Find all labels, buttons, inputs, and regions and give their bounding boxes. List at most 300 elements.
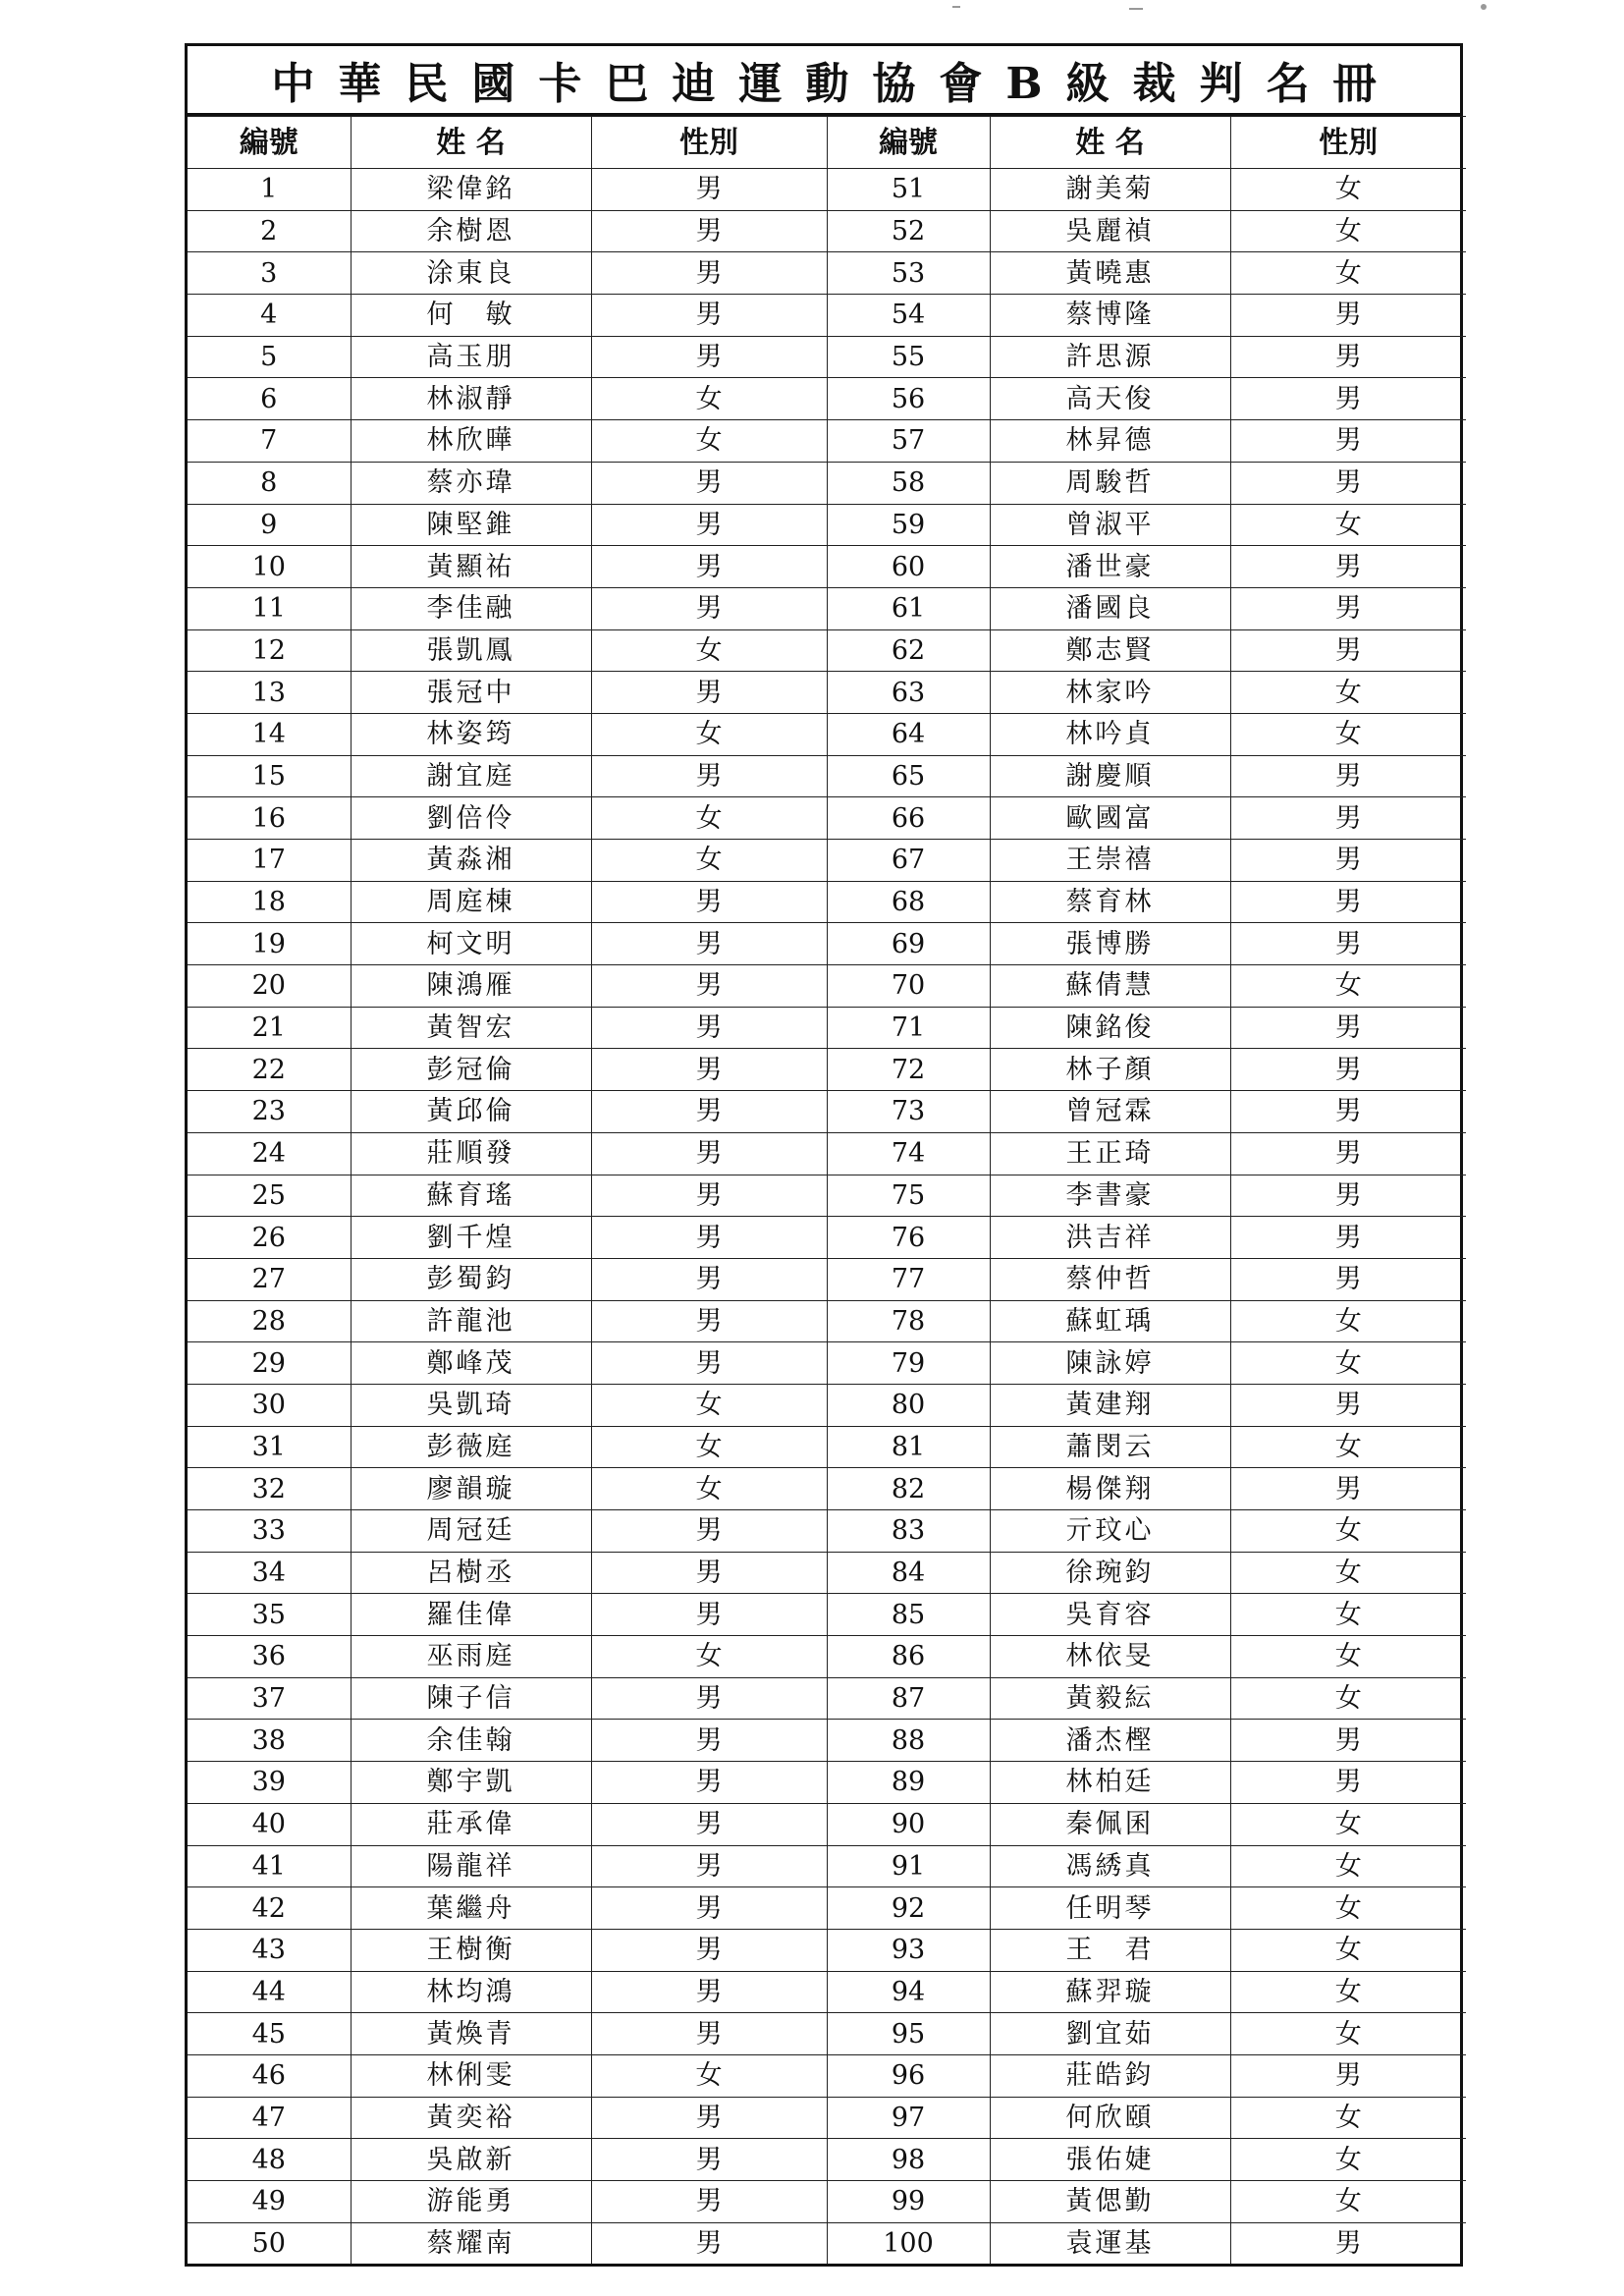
gender-cell: 女 (1230, 1971, 1466, 2013)
name-cell: 許龍池 (351, 1300, 591, 1342)
name-cell: 謝宜庭 (351, 755, 591, 797)
name-cell: 莊順發 (351, 1132, 591, 1175)
table-row (188, 1217, 1466, 1259)
number-cell: 83 (827, 1510, 990, 1553)
gender-cell: 男 (591, 755, 827, 797)
name-cell: 梁偉銘 (351, 169, 591, 211)
gender-cell: 女 (591, 1426, 827, 1468)
number-cell: 74 (827, 1132, 990, 1175)
table-row (188, 1677, 1466, 1720)
name-cell: 王崇禧 (990, 840, 1230, 882)
number-cell: 89 (827, 1762, 990, 1804)
name-cell: 蕭閔云 (990, 1426, 1230, 1468)
name-cell: 蔡育林 (990, 881, 1230, 923)
table-row (188, 378, 1466, 420)
name-cell: 林昇德 (990, 420, 1230, 463)
name-cell: 周駿哲 (990, 462, 1230, 504)
number-cell: 92 (827, 1887, 990, 1930)
gender-cell: 男 (1230, 1217, 1466, 1259)
name-cell: 秦佩囷 (990, 1803, 1230, 1845)
gender-cell: 女 (591, 1384, 827, 1426)
name-cell: 蔡耀南 (351, 2222, 591, 2264)
name-cell: 謝慶順 (990, 755, 1230, 797)
table-row (188, 587, 1466, 629)
name-cell: 鄭宇凱 (351, 1762, 591, 1804)
gender-cell: 女 (1230, 1552, 1466, 1594)
name-cell: 王 君 (990, 1929, 1230, 1971)
number-cell: 81 (827, 1426, 990, 1468)
table-row (188, 755, 1466, 797)
name-cell: 曾冠霖 (990, 1091, 1230, 1133)
number-cell: 23 (188, 1091, 351, 1133)
gender-cell: 女 (1230, 169, 1466, 211)
name-cell: 曾淑平 (990, 504, 1230, 546)
number-cell: 28 (188, 1300, 351, 1342)
name-cell: 余佳翰 (351, 1720, 591, 1762)
header-name: 姓 名 (351, 117, 591, 169)
name-cell: 呂樹丞 (351, 1552, 591, 1594)
name-cell: 林姿筠 (351, 713, 591, 755)
name-cell: 黃煥青 (351, 2013, 591, 2055)
gender-cell: 女 (1230, 713, 1466, 755)
gender-cell: 男 (1230, 1762, 1466, 1804)
number-cell: 5 (188, 336, 351, 378)
gender-cell: 男 (591, 881, 827, 923)
table-row (188, 169, 1466, 211)
gender-cell: 男 (591, 1845, 827, 1887)
gender-cell: 女 (1230, 1929, 1466, 1971)
table-row (188, 1552, 1466, 1594)
number-cell: 41 (188, 1845, 351, 1887)
number-cell: 87 (827, 1677, 990, 1720)
number-cell: 19 (188, 923, 351, 965)
gender-cell: 女 (1230, 252, 1466, 295)
table-row (188, 2139, 1466, 2181)
name-cell: 黃智宏 (351, 1007, 591, 1049)
table-row (188, 1929, 1466, 1971)
gender-cell: 男 (591, 1594, 827, 1636)
table-row (188, 840, 1466, 882)
name-cell: 吳啟新 (351, 2139, 591, 2181)
number-cell: 70 (827, 965, 990, 1008)
number-cell: 64 (827, 713, 990, 755)
gender-cell: 女 (591, 1468, 827, 1510)
gender-cell: 男 (1230, 1468, 1466, 1510)
gender-cell: 男 (1230, 755, 1466, 797)
number-cell: 2 (188, 210, 351, 252)
header-number: 編號 (188, 117, 351, 169)
number-cell: 4 (188, 295, 351, 337)
number-cell: 84 (827, 1552, 990, 1594)
number-cell: 91 (827, 1845, 990, 1887)
gender-cell: 男 (1230, 2222, 1466, 2264)
table-row (188, 420, 1466, 463)
table-row (188, 1426, 1466, 1468)
gender-cell: 男 (1230, 546, 1466, 588)
gender-cell: 男 (591, 2222, 827, 2264)
table-row (188, 1720, 1466, 1762)
name-cell: 謝美菊 (990, 169, 1230, 211)
gender-cell: 女 (1230, 1342, 1466, 1385)
name-cell: 劉千煌 (351, 1217, 591, 1259)
name-cell: 涂東良 (351, 252, 591, 295)
name-cell: 蔡亦瑋 (351, 462, 591, 504)
name-cell: 王樹衡 (351, 1929, 591, 1971)
name-cell: 林俐雯 (351, 2054, 591, 2097)
name-cell: 莊皓鈞 (990, 2054, 1230, 2097)
number-cell: 8 (188, 462, 351, 504)
table-row (188, 797, 1466, 840)
name-cell: 任明琴 (990, 1887, 1230, 1930)
gender-cell: 男 (591, 1007, 827, 1049)
number-cell: 78 (827, 1300, 990, 1342)
gender-cell: 男 (591, 1049, 827, 1091)
table-row (188, 1510, 1466, 1553)
table-row (188, 629, 1466, 672)
name-cell: 李書豪 (990, 1175, 1230, 1217)
gender-cell: 男 (591, 1887, 827, 1930)
table-row (188, 672, 1466, 714)
gender-cell: 女 (1230, 2013, 1466, 2055)
name-cell: 蔡博隆 (990, 295, 1230, 337)
number-cell: 88 (827, 1720, 990, 1762)
name-cell: 蔡仲哲 (990, 1258, 1230, 1300)
number-cell: 33 (188, 1510, 351, 1553)
gender-cell: 男 (1230, 629, 1466, 672)
table-row (188, 881, 1466, 923)
gender-cell: 女 (591, 840, 827, 882)
number-cell: 66 (827, 797, 990, 840)
gender-cell: 男 (591, 1720, 827, 1762)
gender-cell: 男 (591, 1762, 827, 1804)
table-row (188, 1342, 1466, 1385)
name-cell: 陳子信 (351, 1677, 591, 1720)
number-cell: 77 (827, 1258, 990, 1300)
gender-cell: 男 (1230, 1007, 1466, 1049)
name-cell: 袁運基 (990, 2222, 1230, 2264)
name-cell: 林柏廷 (990, 1762, 1230, 1804)
gender-cell: 女 (591, 378, 827, 420)
number-cell: 22 (188, 1049, 351, 1091)
name-cell: 吳育容 (990, 1594, 1230, 1636)
name-cell: 林欣曄 (351, 420, 591, 463)
number-cell: 98 (827, 2139, 990, 2181)
name-cell: 周冠廷 (351, 1510, 591, 1553)
name-cell: 林吟貞 (990, 713, 1230, 755)
gender-cell: 女 (1230, 1887, 1466, 1930)
number-cell: 14 (188, 713, 351, 755)
gender-cell: 女 (1230, 2097, 1466, 2139)
name-cell: 張博勝 (990, 923, 1230, 965)
table-row (188, 1049, 1466, 1091)
table-row (188, 1175, 1466, 1217)
table-row (188, 546, 1466, 588)
number-cell: 7 (188, 420, 351, 463)
number-cell: 17 (188, 840, 351, 882)
header-gender: 性別 (1230, 117, 1466, 169)
number-cell: 90 (827, 1803, 990, 1845)
name-cell: 陳銘俊 (990, 1007, 1230, 1049)
gender-cell: 男 (591, 462, 827, 504)
table-row (188, 462, 1466, 504)
gender-cell: 女 (1230, 1300, 1466, 1342)
number-cell: 16 (188, 797, 351, 840)
gender-cell: 男 (591, 1929, 827, 1971)
number-cell: 80 (827, 1384, 990, 1426)
name-cell: 張佑婕 (990, 2139, 1230, 2181)
number-cell: 6 (188, 378, 351, 420)
gender-cell: 男 (591, 672, 827, 714)
header-gender: 性別 (591, 117, 827, 169)
name-cell: 彭蜀鈞 (351, 1258, 591, 1300)
number-cell: 49 (188, 2181, 351, 2223)
number-cell: 94 (827, 1971, 990, 2013)
gender-cell: 女 (1230, 1845, 1466, 1887)
number-cell: 11 (188, 587, 351, 629)
gender-cell: 男 (591, 1258, 827, 1300)
number-cell: 95 (827, 2013, 990, 2055)
number-cell: 62 (827, 629, 990, 672)
gender-cell: 男 (1230, 1091, 1466, 1133)
number-cell: 3 (188, 252, 351, 295)
table-row (188, 923, 1466, 965)
name-cell: 高天俊 (990, 378, 1230, 420)
gender-cell: 女 (1230, 2139, 1466, 2181)
number-cell: 71 (827, 1007, 990, 1049)
name-cell: 彭冠倫 (351, 1049, 591, 1091)
name-cell: 吳麗禎 (990, 210, 1230, 252)
number-cell: 63 (827, 672, 990, 714)
name-cell: 葉繼舟 (351, 1887, 591, 1930)
number-cell: 72 (827, 1049, 990, 1091)
number-cell: 100 (827, 2222, 990, 2264)
name-cell: 許思源 (990, 336, 1230, 378)
number-cell: 1 (188, 169, 351, 211)
number-cell: 50 (188, 2222, 351, 2264)
number-cell: 13 (188, 672, 351, 714)
gender-cell: 男 (591, 2097, 827, 2139)
number-cell: 69 (827, 923, 990, 965)
gender-cell: 男 (1230, 1175, 1466, 1217)
table-row (188, 1594, 1466, 1636)
gender-cell: 女 (1230, 1636, 1466, 1678)
name-cell: 劉倍伶 (351, 797, 591, 840)
number-cell: 21 (188, 1007, 351, 1049)
gender-cell: 男 (591, 1342, 827, 1385)
name-cell: 陳詠婷 (990, 1342, 1230, 1385)
gender-cell: 男 (591, 923, 827, 965)
table-row (188, 1300, 1466, 1342)
gender-cell: 女 (1230, 1803, 1466, 1845)
gender-cell: 男 (1230, 1049, 1466, 1091)
name-cell: 高玉朋 (351, 336, 591, 378)
name-cell: 陽龍祥 (351, 1845, 591, 1887)
name-cell: 洪吉祥 (990, 1217, 1230, 1259)
gender-cell: 女 (591, 2054, 827, 2097)
number-cell: 25 (188, 1175, 351, 1217)
table-row (188, 1971, 1466, 2013)
name-cell: 陳堅錐 (351, 504, 591, 546)
number-cell: 27 (188, 1258, 351, 1300)
table-row (188, 965, 1466, 1008)
number-cell: 82 (827, 1468, 990, 1510)
name-cell: 林家吟 (990, 672, 1230, 714)
name-cell: 羅佳偉 (351, 1594, 591, 1636)
gender-cell: 女 (1230, 1510, 1466, 1553)
name-cell: 黃曉惠 (990, 252, 1230, 295)
number-cell: 54 (827, 295, 990, 337)
scan-speck (1481, 4, 1487, 10)
number-cell: 29 (188, 1342, 351, 1385)
table-row (188, 2181, 1466, 2223)
roster-table (188, 116, 1466, 2264)
table-row (188, 1091, 1466, 1133)
number-cell: 52 (827, 210, 990, 252)
name-cell: 周庭棟 (351, 881, 591, 923)
name-cell: 蘇虹瑀 (990, 1300, 1230, 1342)
name-cell: 黃淼湘 (351, 840, 591, 882)
table-row (188, 1803, 1466, 1845)
name-cell: 余樹恩 (351, 210, 591, 252)
number-cell: 65 (827, 755, 990, 797)
gender-cell: 男 (1230, 1384, 1466, 1426)
table-row (188, 210, 1466, 252)
number-cell: 9 (188, 504, 351, 546)
name-cell: 陳鴻雁 (351, 965, 591, 1008)
name-cell: 柯文明 (351, 923, 591, 965)
number-cell: 53 (827, 252, 990, 295)
name-cell: 歐國富 (990, 797, 1230, 840)
gender-cell: 男 (591, 252, 827, 295)
number-cell: 47 (188, 2097, 351, 2139)
number-cell: 96 (827, 2054, 990, 2097)
table-row (188, 1258, 1466, 1300)
table-row (188, 2013, 1466, 2055)
table-row (188, 1845, 1466, 1887)
table-row (188, 1636, 1466, 1678)
gender-cell: 女 (1230, 504, 1466, 546)
gender-cell: 男 (591, 504, 827, 546)
gender-cell: 女 (1230, 2181, 1466, 2223)
gender-cell: 男 (591, 1510, 827, 1553)
gender-cell: 女 (1230, 672, 1466, 714)
number-cell: 26 (188, 1217, 351, 1259)
gender-cell: 男 (591, 1091, 827, 1133)
number-cell: 55 (827, 336, 990, 378)
number-cell: 45 (188, 2013, 351, 2055)
name-cell: 徐琬鈞 (990, 1552, 1230, 1594)
header-row (188, 117, 1466, 169)
number-cell: 48 (188, 2139, 351, 2181)
number-cell: 44 (188, 1971, 351, 2013)
number-cell: 18 (188, 881, 351, 923)
number-cell: 15 (188, 755, 351, 797)
table-row (188, 504, 1466, 546)
gender-cell: 男 (591, 1132, 827, 1175)
number-cell: 93 (827, 1929, 990, 1971)
number-cell: 76 (827, 1217, 990, 1259)
name-cell: 林淑靜 (351, 378, 591, 420)
name-cell: 黃偲勤 (990, 2181, 1230, 2223)
number-cell: 75 (827, 1175, 990, 1217)
gender-cell: 女 (1230, 1677, 1466, 1720)
gender-cell: 男 (591, 587, 827, 629)
scan-speck (1129, 8, 1143, 10)
number-cell: 34 (188, 1552, 351, 1594)
table-row (188, 295, 1466, 337)
name-cell: 鄭峰茂 (351, 1342, 591, 1385)
number-cell: 67 (827, 840, 990, 882)
gender-cell: 男 (1230, 587, 1466, 629)
name-cell: 劉宜茹 (990, 2013, 1230, 2055)
name-cell: 李佳融 (351, 587, 591, 629)
referee-roster (185, 43, 1463, 2267)
name-cell: 彭薇庭 (351, 1426, 591, 1468)
gender-cell: 男 (591, 2181, 827, 2223)
name-cell: 王正琦 (990, 1132, 1230, 1175)
name-cell: 潘國良 (990, 587, 1230, 629)
gender-cell: 女 (591, 629, 827, 672)
name-cell: 巫雨庭 (351, 1636, 591, 1678)
number-cell: 10 (188, 546, 351, 588)
name-cell: 何欣頤 (990, 2097, 1230, 2139)
gender-cell: 男 (591, 546, 827, 588)
table-row (188, 252, 1466, 295)
gender-cell: 女 (1230, 965, 1466, 1008)
name-cell: 莊承偉 (351, 1803, 591, 1845)
gender-cell: 男 (1230, 295, 1466, 337)
table-row (188, 1468, 1466, 1510)
number-cell: 61 (827, 587, 990, 629)
name-cell: 蘇倩慧 (990, 965, 1230, 1008)
gender-cell: 男 (591, 336, 827, 378)
gender-cell: 男 (1230, 1132, 1466, 1175)
name-cell: 何 敏 (351, 295, 591, 337)
table-row (188, 1007, 1466, 1049)
number-cell: 39 (188, 1762, 351, 1804)
name-cell: 林依旻 (990, 1636, 1230, 1678)
gender-cell: 男 (1230, 797, 1466, 840)
number-cell: 51 (827, 169, 990, 211)
gender-cell: 男 (591, 2013, 827, 2055)
gender-cell: 男 (591, 1971, 827, 2013)
number-cell: 30 (188, 1384, 351, 1426)
name-cell: 鄭志賢 (990, 629, 1230, 672)
gender-cell: 男 (1230, 1720, 1466, 1762)
number-cell: 46 (188, 2054, 351, 2097)
gender-cell: 女 (1230, 1594, 1466, 1636)
name-cell: 馮綉真 (990, 1845, 1230, 1887)
table-row (188, 2097, 1466, 2139)
header-name: 姓 名 (990, 117, 1230, 169)
gender-cell: 男 (591, 1175, 827, 1217)
name-cell: 林子顏 (990, 1049, 1230, 1091)
number-cell: 40 (188, 1803, 351, 1845)
number-cell: 12 (188, 629, 351, 672)
name-cell: 黃邱倫 (351, 1091, 591, 1133)
number-cell: 43 (188, 1929, 351, 1971)
gender-cell: 女 (591, 713, 827, 755)
name-cell: 楊傑翔 (990, 1468, 1230, 1510)
number-cell: 85 (827, 1594, 990, 1636)
number-cell: 68 (827, 881, 990, 923)
gender-cell: 男 (1230, 840, 1466, 882)
number-cell: 79 (827, 1342, 990, 1385)
number-cell: 37 (188, 1677, 351, 1720)
number-cell: 86 (827, 1636, 990, 1678)
roster-body (188, 169, 1466, 2265)
name-cell: 林均鴻 (351, 1971, 591, 2013)
